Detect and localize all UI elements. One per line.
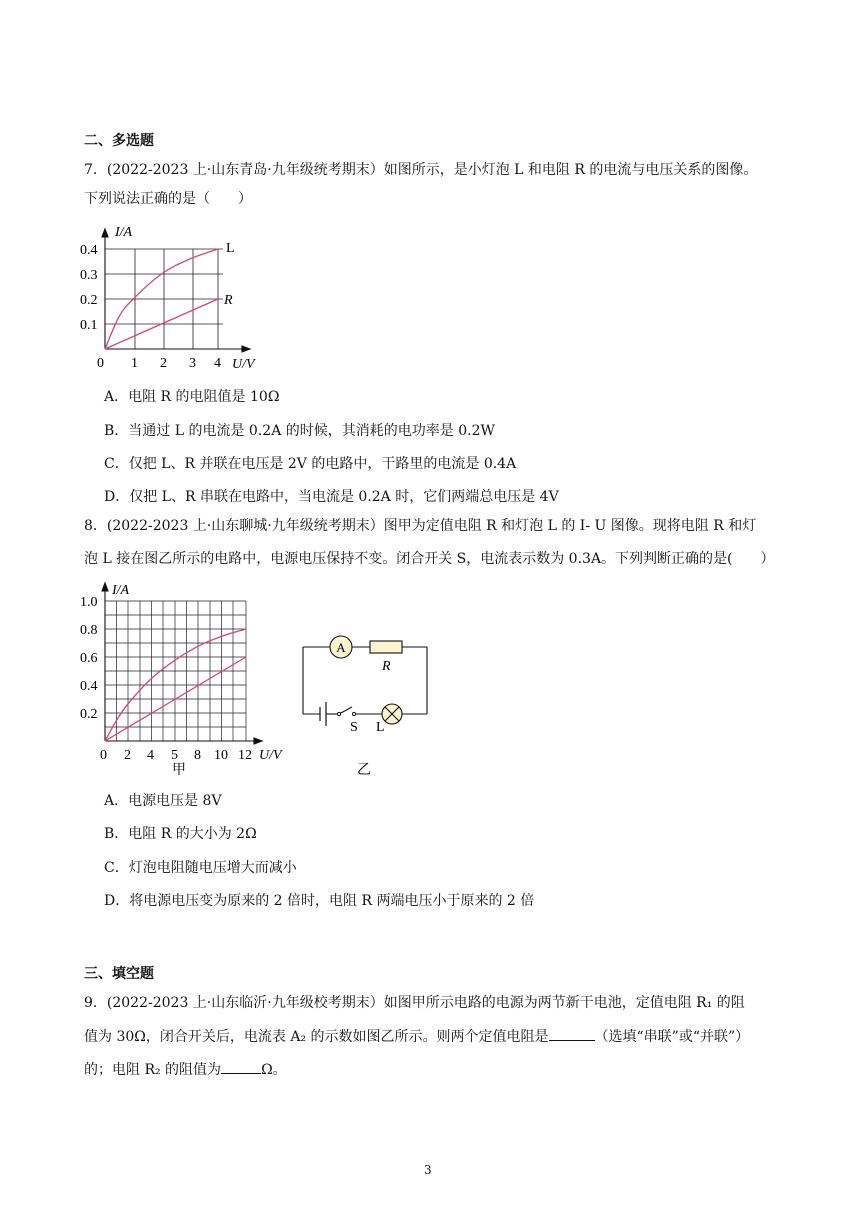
section-title-fill-in: 三、填空题: [84, 966, 154, 982]
chart-q7-grid: [105, 249, 223, 349]
question-7-option-B: B．当通过 L 的电流是 0.2A 的时候，其消耗的电功率是 0.2W: [104, 423, 495, 439]
question-9-line-1: 9．(2022-2023 上·山东临沂·九年级校考期末）如图甲所示电路的电源为两节新干电池，定值电阻 R₁ 的阻: [84, 995, 745, 1011]
chart-q8-caption: 甲: [172, 763, 186, 778]
answer-blank-1[interactable]: [549, 1026, 595, 1041]
question-8-line-1: 8．(2022-2023 上·山东聊城·九年级统考期末）图甲为定值电阻 R 和灯泡 L 的 I- U 图像。现将电阻 R 和灯: [84, 518, 757, 534]
chart-q7-y-label: I/A: [115, 225, 133, 240]
chart-q8: [78, 578, 298, 778]
chart-q7-y-tick-01: 0.1: [80, 318, 98, 333]
chart-q7-y-tick-03: 0.3: [80, 268, 98, 283]
chart-q7-x-tick-2: 2: [160, 356, 167, 371]
circuit-diagram-q8: [296, 628, 436, 778]
chart-q7-origin: 0: [97, 356, 104, 371]
chart-q8-x-tick-2: 2: [124, 748, 131, 763]
chart-q7-y-tick-02: 0.2: [80, 293, 98, 308]
question-9-line-2-text-a: 值为 30Ω，闭合开关后，电流表 A₂ 的示数如图乙所示。则两个定值电阻是: [84, 1029, 549, 1045]
battery: [320, 702, 326, 726]
chart-q8-x-tick-5: 5: [171, 748, 178, 763]
chart-q8-axes: [102, 583, 262, 744]
resistor-label: R: [382, 659, 391, 674]
circuit-caption: 乙: [357, 763, 371, 778]
question-9-line-2-text-b: （选填“串联”或“并联”）: [594, 1029, 750, 1045]
question-9-line-3: [84, 1059, 287, 1080]
chart-q8-x-tick-12: 12: [238, 748, 252, 763]
chart-q7-y-tick-04: 0.4: [80, 243, 98, 258]
chart-q8-x-tick-10: 10: [214, 748, 228, 763]
question-8-option-C: C．灯泡电阻随电压增大而减小: [104, 860, 297, 876]
chart-q8-y-tick-08: 0.8: [80, 623, 98, 638]
circuit-wires: [303, 647, 427, 714]
chart-q8-y-tick-10: 1.0: [80, 595, 98, 610]
chart-q8-x-tick-4: 4: [147, 748, 154, 763]
question-9-line-3-text-b: Ω。: [261, 1062, 287, 1078]
ammeter-symbol: A: [336, 640, 346, 655]
switch-label: S: [350, 720, 358, 735]
chart-q8-grid: [105, 601, 246, 741]
chart-q7-x-tick-3: 3: [189, 356, 196, 371]
chart-q7-x-label: U/V: [232, 357, 255, 372]
question-7-line-1: 7．(2022-2023 上·山东青岛·九年级统考期末）如图所示，是小灯泡 L 和电阻 R 的电流与电压关系的图像。: [84, 162, 758, 178]
answer-blank-2[interactable]: [221, 1059, 261, 1074]
resistor: [370, 641, 402, 653]
chart-q8-x-label: U/V: [259, 748, 282, 763]
chart-q7-x-tick-4: 4: [214, 356, 221, 371]
question-9-line-2: [84, 1026, 749, 1047]
section-title-multiple-choice: 二、多选题: [84, 133, 154, 149]
chart-q7-x-tick-1: 1: [131, 356, 138, 371]
chart-q8-x-tick-8: 8: [194, 748, 201, 763]
chart-q8-y-tick-04: 0.4: [80, 679, 98, 694]
chart-q7: [78, 222, 278, 372]
chart-q7-R-label: R: [224, 293, 233, 308]
question-7-option-A: A．电阻 R 的电阻值是 10Ω: [104, 389, 280, 405]
page-number: 3: [424, 1163, 432, 1177]
chart-q8-y-label: I/A: [112, 583, 130, 598]
question-8-option-D: D．将电源电压变为原来的 2 倍时，电阻 R 两端电压小于原来的 2 倍: [104, 893, 535, 909]
question-7-line-2: 下列说法正确的是（ ）: [84, 191, 252, 207]
lamp-label: L: [376, 720, 385, 735]
question-9-line-3-text-a: 的；电阻 R₂ 的阻值为: [84, 1062, 222, 1078]
question-7-option-C: C．仅把 L、R 并联在电压是 2V 的电路中，干路里的电流是 0.4A: [104, 456, 517, 472]
lamp: [382, 704, 402, 724]
chart-q8-y-tick-06: 0.6: [80, 651, 98, 666]
switch: [337, 707, 355, 716]
chart-q7-L-label: L: [226, 241, 235, 256]
question-8-line-2: 泡 L 接在图乙所示的电路中，电源电压保持不变。闭合开关 S，电流表示数为 0.3A。下列判断正确的是( ）: [84, 551, 775, 567]
question-8-option-B: B．电阻 R 的大小为 2Ω: [104, 826, 257, 842]
chart-q8-origin: 0: [100, 748, 107, 763]
question-8-option-A: A．电源电压是 8V: [104, 793, 222, 809]
chart-q8-y-tick-02: 0.2: [80, 707, 98, 722]
question-7-option-D: D．仅把 L、R 串联在电路中，当电流是 0.2A 时，它们两端总电压是 4V: [104, 489, 559, 505]
ammeter: [330, 636, 352, 658]
